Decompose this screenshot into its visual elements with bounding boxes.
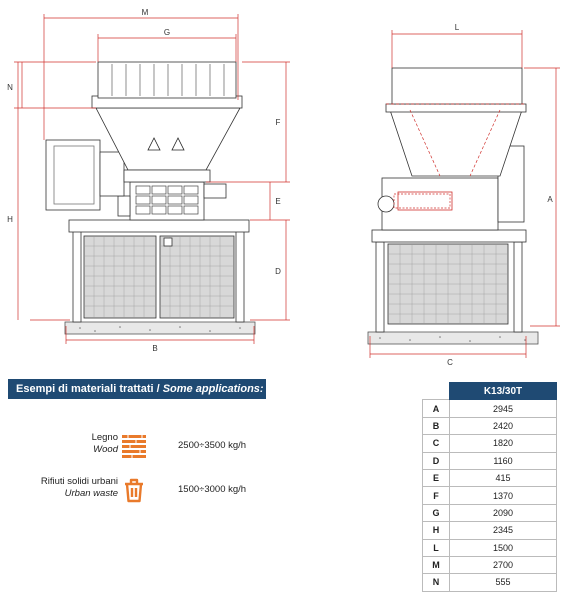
applications-header <box>8 379 266 399</box>
dim-label-N: N <box>7 83 13 92</box>
dim-label-B: B <box>152 344 158 353</box>
model-name: K13/30T <box>450 383 557 400</box>
dimension-key: E <box>423 469 450 486</box>
dim-label-G: G <box>163 28 171 37</box>
table-row <box>423 539 557 556</box>
dimension-key: A <box>423 400 450 417</box>
applications-title-separator: / <box>153 383 163 395</box>
dimension-value: 2345 <box>450 522 557 539</box>
dim-label-F: F <box>275 118 281 127</box>
dim-label-D: D <box>275 267 281 276</box>
application-rate: 1500÷3000 kg/h <box>178 484 247 495</box>
dimension-value: 2700 <box>450 556 557 573</box>
application-name-en: Urban waste <box>64 488 118 499</box>
application-rate: 2500÷3500 kg/h <box>178 440 247 451</box>
dim-label-E: E <box>275 197 281 206</box>
dimension-value: 1500 <box>450 539 557 556</box>
table-header-row <box>423 383 557 400</box>
table-corner <box>423 383 450 400</box>
table-row <box>423 574 557 591</box>
application-label <box>41 476 118 500</box>
application-item-urban-waste <box>8 476 308 510</box>
application-label <box>92 432 118 456</box>
application-name-en: Wood <box>93 444 118 455</box>
dimension-table <box>422 382 557 592</box>
application-item-wood <box>8 432 308 466</box>
dimension-value: 2090 <box>450 504 557 521</box>
table-row <box>423 400 557 417</box>
dim-label-C: C <box>447 358 453 367</box>
table-row <box>423 556 557 573</box>
dimension-key: C <box>423 435 450 452</box>
dimension-key: B <box>423 417 450 434</box>
dimension-value: 415 <box>450 469 557 486</box>
dimension-value: 2420 <box>450 417 557 434</box>
front-view <box>46 62 255 334</box>
dimension-key: D <box>423 452 450 469</box>
dimension-key: F <box>423 487 450 504</box>
table-row <box>423 417 557 434</box>
dimension-value: 1160 <box>450 452 557 469</box>
dimension-value: 555 <box>450 574 557 591</box>
dimension-key: M <box>423 556 450 573</box>
applications-title-it: Esempi di materiali trattati <box>16 383 154 395</box>
applications-title-en: Some applications: <box>162 383 264 395</box>
dimension-key: H <box>423 522 450 539</box>
dim-label-M: M <box>141 8 149 17</box>
wood-pallet-icon <box>120 432 148 460</box>
table-row <box>423 504 557 521</box>
table-row <box>423 435 557 452</box>
dimension-value: 1820 <box>450 435 557 452</box>
dimension-value: 1370 <box>450 487 557 504</box>
table-row <box>423 469 557 486</box>
dimension-key: G <box>423 504 450 521</box>
application-name-it: Legno <box>91 432 118 443</box>
table-row <box>423 452 557 469</box>
side-view <box>368 68 538 344</box>
application-name-it: Rifiuti solidi urbani <box>40 476 118 487</box>
table-row <box>423 487 557 504</box>
table-row <box>423 522 557 539</box>
dimension-key: L <box>423 539 450 556</box>
dim-label-A: A <box>547 195 553 204</box>
dim-label-H: H <box>7 215 13 224</box>
trash-bin-icon <box>120 476 148 504</box>
dimension-value: 2945 <box>450 400 557 417</box>
dim-label-L: L <box>454 23 460 32</box>
dimension-key: N <box>423 574 450 591</box>
